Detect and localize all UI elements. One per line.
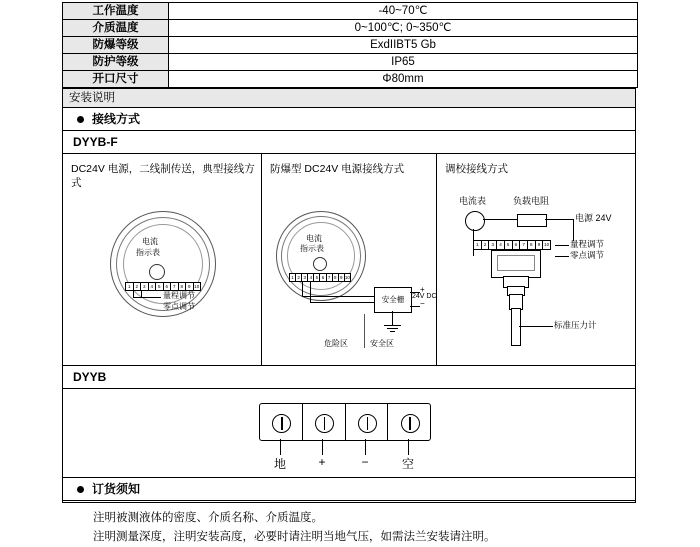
terminal: 4 xyxy=(308,274,314,281)
spec-label: 开口尺寸 xyxy=(63,71,169,88)
range-adjust-note: 量程调节 xyxy=(163,291,195,300)
spec-value: 0~100℃; 0~350℃ xyxy=(169,20,638,37)
terminal: 1 xyxy=(290,274,296,281)
terminal: 8 xyxy=(333,274,339,281)
terminal: 9 xyxy=(186,283,194,290)
spec-label: 防护等级 xyxy=(63,54,169,71)
terminal: 1 xyxy=(474,241,482,249)
wiring-diagram-row xyxy=(63,154,635,366)
zero-adjust-label: 零点调节 xyxy=(570,250,605,260)
wire-line xyxy=(310,302,374,303)
model-dyyb-label: DYYB xyxy=(63,366,635,389)
installation-section xyxy=(62,88,636,543)
spec-label: 介质温度 xyxy=(63,20,169,37)
lead-line xyxy=(133,297,161,298)
screw-icon xyxy=(401,414,420,433)
diagram-column-typical xyxy=(63,154,262,365)
resistor-icon xyxy=(517,214,547,227)
wiring-section-header xyxy=(63,108,635,131)
wire-line xyxy=(302,296,374,297)
supply-minus-label: − xyxy=(420,299,425,308)
spec-value: -40~70℃ xyxy=(169,3,638,20)
ammeter-label: 电流表 xyxy=(459,196,487,206)
model-dyyb-f-label: DYYB-F xyxy=(63,131,635,154)
terminal: 2 xyxy=(134,283,142,290)
diagram-column-calibration xyxy=(437,154,635,365)
terminal: 2 xyxy=(482,241,490,249)
standard-pressure-gauge-label: 标准压力计 xyxy=(554,320,597,330)
wire-line xyxy=(310,282,311,302)
bullet-icon xyxy=(77,116,84,123)
terminal: 3 xyxy=(302,274,308,281)
supply-plus-label: + xyxy=(420,285,425,294)
terminal: 4 xyxy=(149,283,157,290)
ammeter-label-line1-ex: 电流 xyxy=(306,234,322,243)
specification-table xyxy=(62,2,638,88)
diagram-caption-explosionproof: 防爆型 DC24V 电源接线方式 xyxy=(270,163,405,175)
ammeter-label-line2: 指示表 xyxy=(136,248,160,257)
terminal: 4 xyxy=(497,241,505,249)
supply-voltage-label: 24V DC xyxy=(412,293,437,300)
wire-line xyxy=(555,245,569,246)
safety-barrier-box: 安全栅 xyxy=(374,287,412,313)
terminal: 10 xyxy=(344,275,350,280)
range-adjust-label: 量程调节 xyxy=(570,239,605,249)
order-section-label: 订货须知 xyxy=(92,482,141,496)
terminal: 5 xyxy=(156,283,164,290)
screw-icon xyxy=(272,414,291,433)
ground-bar-2 xyxy=(387,328,398,329)
dyyb-terminal-block xyxy=(259,403,431,441)
terminal: 7 xyxy=(520,241,528,249)
terminal: 7 xyxy=(171,283,179,290)
transmitter-probe xyxy=(511,308,521,346)
diagram-caption-typical: DC24V 电源，二线制传送，典型接线方式 xyxy=(71,163,255,189)
terminal: 2 xyxy=(296,274,302,281)
terminal-label-ground: 地 xyxy=(273,457,286,471)
ammeter-label-line2-ex: 指示表 xyxy=(300,244,324,253)
terminal: 6 xyxy=(164,283,172,290)
meter-symbol-icon xyxy=(149,264,165,280)
wire-line xyxy=(483,219,517,220)
bullet-icon xyxy=(77,486,84,493)
wire-line xyxy=(519,326,553,327)
table-row xyxy=(63,71,638,88)
terminal-label-minus: − xyxy=(361,455,369,469)
terminal-lead xyxy=(280,439,281,455)
dyyb-terminal-cell xyxy=(303,404,346,440)
order-notice-line-1: 注明被测液体的密度、介质名称、介质温度。 xyxy=(93,512,323,524)
table-row xyxy=(63,54,638,71)
terminal: 3 xyxy=(489,241,497,249)
wire-line xyxy=(302,282,303,296)
wire-line xyxy=(573,219,574,241)
table-row xyxy=(63,3,638,20)
load-resistor-label: 负载电阻 xyxy=(513,196,550,206)
terminal: 9 xyxy=(339,274,345,281)
ammeter-icon xyxy=(465,211,485,231)
spec-value: IP65 xyxy=(169,54,638,71)
terminal: 10 xyxy=(544,242,550,247)
terminal: 6 xyxy=(320,274,326,281)
terminal: 8 xyxy=(528,241,536,249)
order-notice-line-2: 注明测量深度，注明安装高度，必要时请注明当地气压，如需法兰安装请注明。 xyxy=(93,531,496,543)
terminal: 7 xyxy=(327,274,333,281)
terminal: 10 xyxy=(194,284,200,289)
ground-bar-1 xyxy=(384,325,401,326)
power-supply-label: 电源 24V xyxy=(575,213,612,223)
table-row xyxy=(63,20,638,37)
order-section-header xyxy=(63,477,635,501)
terminal: 6 xyxy=(513,241,521,249)
wire-line xyxy=(410,306,420,307)
ground-bar-3 xyxy=(390,331,395,332)
terminal-lead xyxy=(322,439,323,455)
screw-icon xyxy=(315,414,334,433)
dyyb-terminal-diagram xyxy=(63,389,635,477)
ground-stem xyxy=(392,311,393,325)
hazardous-zone-label: 危险区 xyxy=(324,339,348,348)
spec-label: 防爆等级 xyxy=(63,37,169,54)
installation-title: 安装说明 xyxy=(63,89,635,108)
screw-icon xyxy=(358,414,377,433)
wire-line xyxy=(555,256,569,257)
terminal-strip-explosionproof xyxy=(289,273,351,282)
spec-value: ExdIIBT5 Gb xyxy=(169,37,638,54)
dyyb-terminal-cell xyxy=(260,404,303,440)
wiring-section-label: 接线方式 xyxy=(92,112,141,126)
spec-label: 工作温度 xyxy=(63,3,169,20)
meter-symbol-icon-ex xyxy=(313,257,327,271)
table-row xyxy=(63,37,638,54)
spec-value: Φ80mm xyxy=(169,71,638,88)
terminal-lead xyxy=(408,439,409,455)
terminal: 9 xyxy=(536,241,544,249)
terminal-lead xyxy=(365,439,366,455)
diagram-column-explosionproof xyxy=(262,154,437,365)
zone-divider xyxy=(364,314,365,348)
terminal: 1 xyxy=(126,283,134,290)
dyyb-terminal-cell xyxy=(346,404,389,440)
transmitter-display xyxy=(497,255,535,271)
diagram-caption-calibration: 调校接线方式 xyxy=(445,163,508,175)
terminal-strip-calibration xyxy=(473,240,551,250)
terminal-strip-typical xyxy=(125,282,201,291)
dyyb-terminal-cell xyxy=(388,404,430,440)
order-notice-body xyxy=(63,501,635,547)
terminal: 5 xyxy=(505,241,513,249)
terminal-label-plus: + xyxy=(318,455,326,469)
ammeter-label-line1: 电流 xyxy=(142,237,158,246)
wire-line xyxy=(545,219,573,220)
zero-adjust-note: 零点调节 xyxy=(163,302,195,311)
terminal: 8 xyxy=(179,283,187,290)
terminal: 3 xyxy=(141,283,149,290)
terminal: 5 xyxy=(314,274,320,281)
terminal-label-empty: 空 xyxy=(401,457,414,471)
safe-zone-label: 安全区 xyxy=(370,339,394,348)
